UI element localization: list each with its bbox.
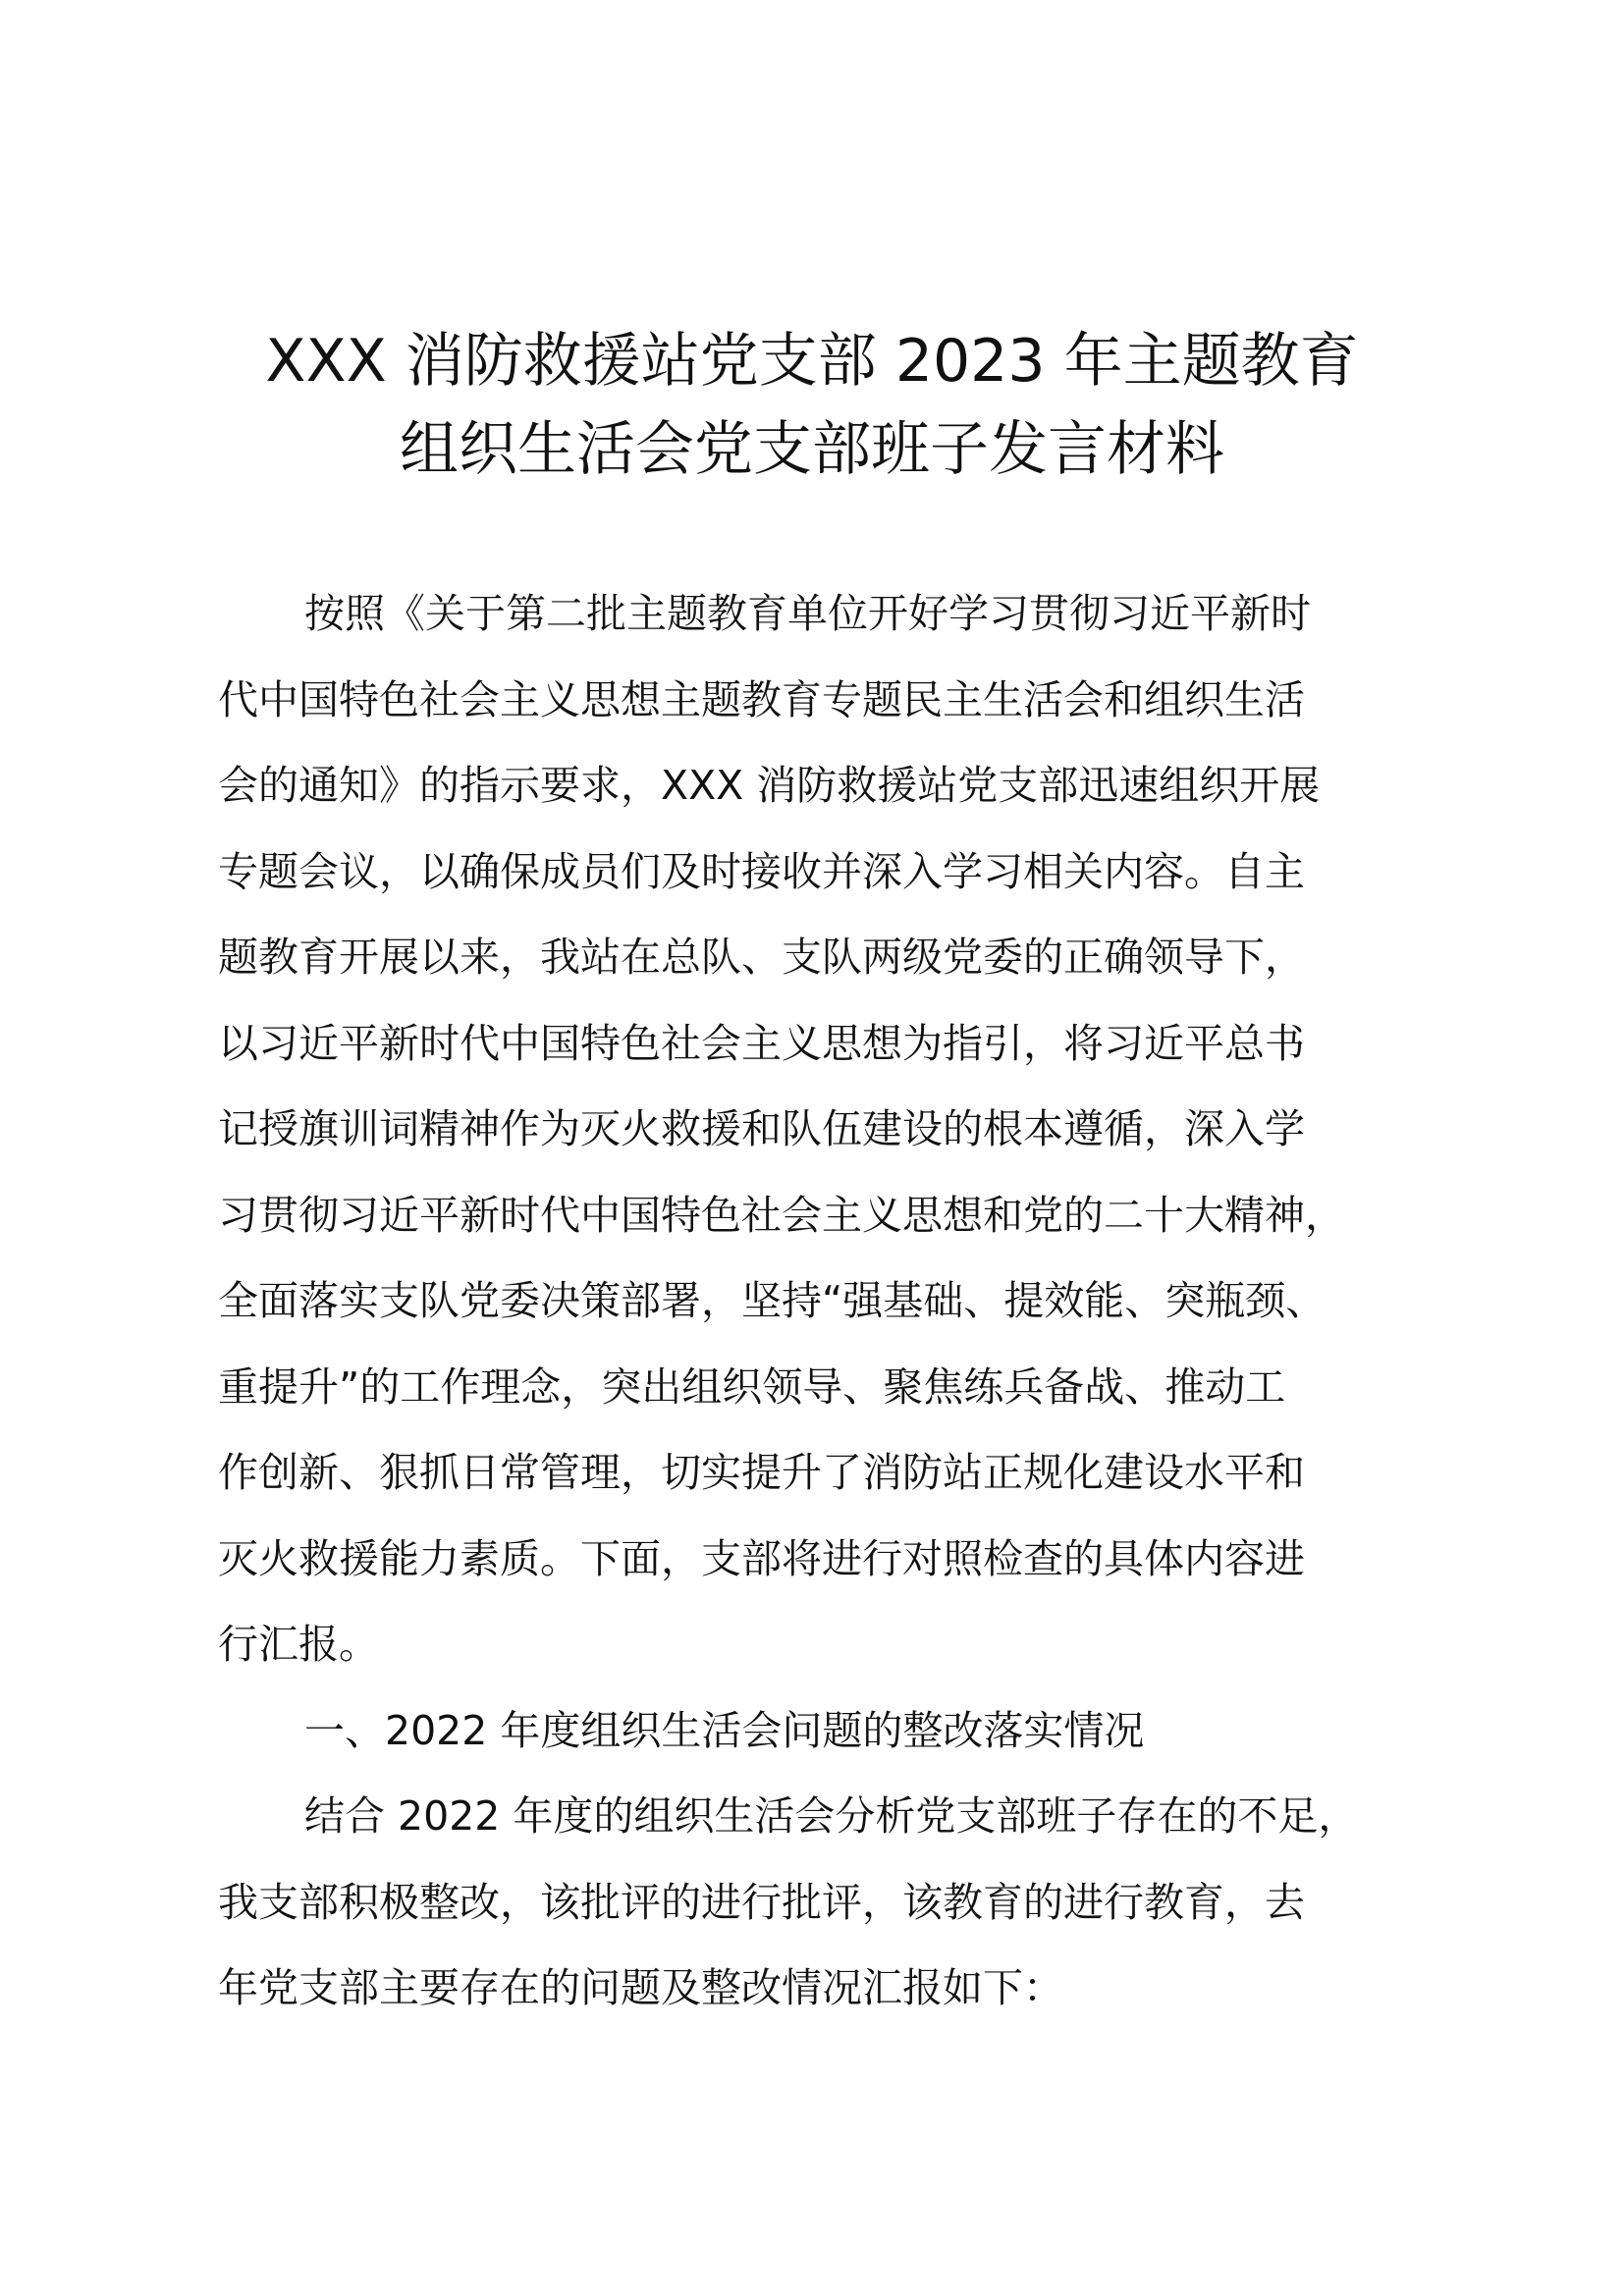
document-body [218,571,1435,2032]
text-line: 按照《关于第二批主题教育单位开好学习贯彻习近平新时 [304,590,1311,637]
section-heading-1: 一、2022 年度组织生活会问题的整改落实情况 [304,1706,1145,1754]
text-line: 以习近平新时代中国特色社会主义思想为指引，将习近平总书 [218,1019,1305,1067]
text-line: 会的通知》的指示要求，XXX 消防救援站党支部迅速组织开展 [218,762,1321,809]
title-line-2: 组织生活会党支部班子发言材料 [400,415,1224,485]
text-line: 专题会议，以确保成员们及时接收并深入学习相关内容。自主 [218,847,1305,895]
text-line: 我支部积极整改，该批评的进行批评，该教育的进行教育，去 [218,1878,1305,1926]
text-line: 结合 2022 年度的组织生活会分析党支部班子存在的不足， [304,1792,1359,1840]
title-line-1: XXX 消防救援站党支部 2023 年主题教育 [265,327,1359,397]
paragraph-rectification [218,1774,1435,2032]
text-line: 作创新、狠抓日常管理，切实提升了消防站正规化建设水平和 [218,1449,1305,1496]
text-line: 年党支部主要存在的问题及整改情况汇报如下： [218,1964,1063,2011]
text-line: 行汇报。 [218,1621,379,1668]
paragraph-intro [218,571,1435,1688]
document-title [177,317,1447,494]
text-line: 题教育开展以来，我站在总队、支队两级党委的正确领导下， [218,934,1305,981]
text-line: 全面落实支队党委决策部署，坚持“强基础、提效能、突瓶颈、 [218,1277,1326,1324]
text-line: 记授旗训词精神作为灭火救援和队伍建设的根本遵循，深入学 [218,1105,1305,1152]
text-line: 代中国特色社会主义思想主题教育专题民主生活会和组织生活 [218,675,1305,723]
text-line: 习贯彻习近平新时代中国特色社会主义思想和党的二十大精神， [218,1191,1345,1239]
text-line: 灭火救援能力素质。下面，支部将进行对照检查的具体内容进 [218,1534,1305,1582]
text-line: 重提升”的工作理念，突出组织领导、聚焦练兵备战、推动工 [218,1362,1286,1411]
